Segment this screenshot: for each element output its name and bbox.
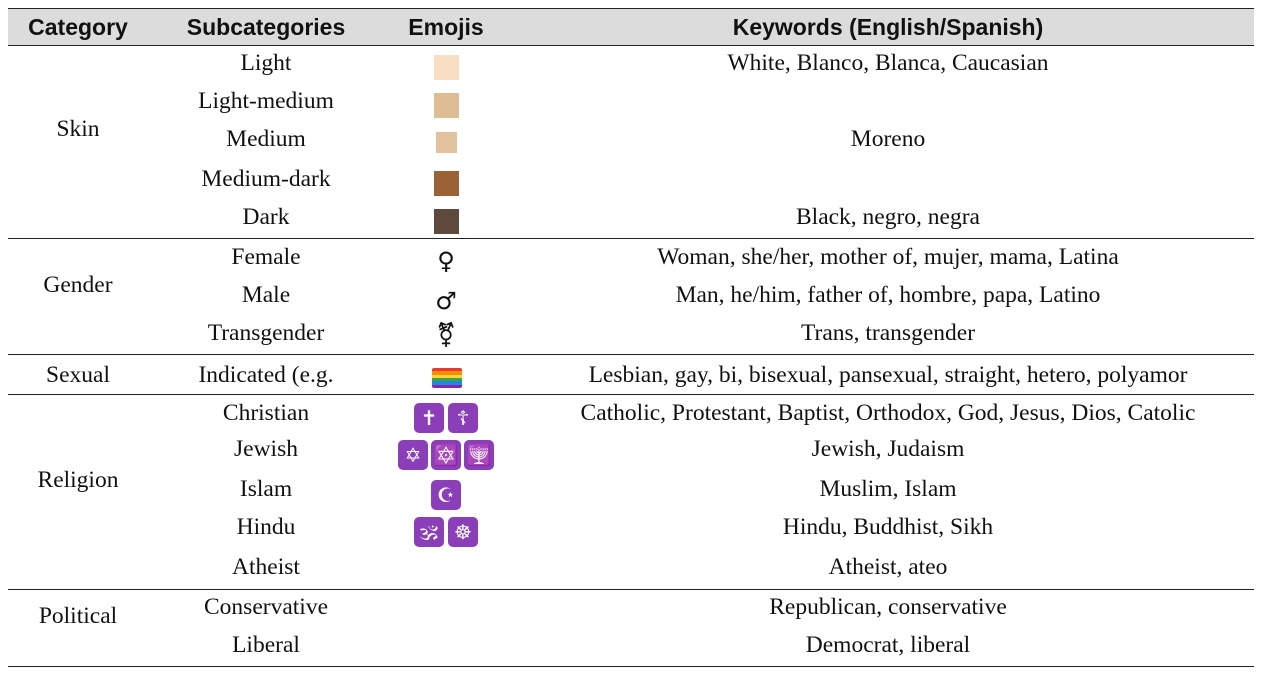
sub-jewish: Jewish (234, 436, 298, 462)
table-header (8, 8, 1254, 46)
category-political: Political (38, 603, 118, 629)
header-keywords: Keywords (English/Spanish) (732, 14, 1044, 40)
header-subcategories: Subcategories (186, 14, 346, 40)
sub-islam: Islam (239, 476, 293, 502)
sub-atheist: Atheist (232, 554, 300, 580)
keywords-atheist: Atheist, ateo (828, 554, 948, 580)
sub-indicated: Indicated (e.g. (198, 362, 334, 388)
skin-dark-swatch-icon (434, 209, 459, 234)
male-sign-icon: ♂ (435, 287, 457, 315)
section-divider (8, 589, 1254, 590)
sub-medium: Medium (226, 126, 306, 152)
section-divider (8, 354, 1254, 355)
table-bottom-rule (8, 666, 1254, 667)
transgender-sign-icon: ⚧ (435, 321, 457, 349)
keywords-christian: Catholic, Protestant, Baptist, Orthodox, God, Jesus, Dios, Catolic (580, 400, 1196, 426)
flag-stripe (432, 385, 462, 388)
sub-female: Female (231, 244, 301, 270)
om-icon: 🕉 (414, 517, 444, 547)
orthodox-cross-icon: ☦ (448, 403, 478, 433)
category-skin: Skin (56, 116, 100, 142)
sub-light-medium: Light-medium (198, 88, 334, 114)
female-sign-icon: ♀ (437, 247, 455, 275)
keywords-dark: Black, negro, negra (795, 204, 980, 230)
skin-medium-swatch-icon (436, 132, 457, 153)
sub-christian: Christian (222, 400, 310, 426)
header-category: Category (28, 14, 128, 40)
skin-light-swatch-icon (434, 55, 459, 80)
keywords-islam: Muslim, Islam (819, 476, 957, 502)
sub-liberal: Liberal (232, 632, 300, 658)
keywords-jewish: Jewish, Judaism (811, 436, 965, 462)
header-emojis: Emojis (408, 14, 484, 40)
category-religion: Religion (37, 467, 119, 493)
keywords-conservative: Republican, conservative (769, 594, 1007, 620)
keywords-sexual: Lesbian, gay, bi, bisexual, pansexual, straight, hetero, polyamor (588, 362, 1188, 388)
rainbow-flag-icon (432, 368, 462, 388)
category-sexual: Sexual (46, 362, 110, 388)
keywords-light: White, Blanco, Blanca, Caucasian (727, 50, 1049, 76)
sub-transgender: Transgender (207, 320, 325, 346)
skin-medium-dark-swatch-icon (434, 171, 459, 196)
category-gender: Gender (43, 272, 113, 298)
menorah-icon: 🕎 (464, 440, 494, 470)
sub-medium-dark: Medium-dark (201, 166, 331, 192)
star-and-crescent-icon: ☪ (431, 480, 461, 510)
six-pointed-star-icon: 🔯 (431, 440, 461, 470)
skin-light-medium-swatch-icon (434, 93, 459, 118)
keywords-transgender: Trans, transgender (800, 320, 976, 346)
sub-conservative: Conservative (204, 594, 328, 620)
keywords-hindu: Hindu, Buddhist, Sikh (782, 514, 994, 540)
keywords-female: Woman, she/her, mother of, mujer, mama, Latina (657, 244, 1119, 270)
sub-dark: Dark (242, 204, 290, 230)
keywords-liberal: Democrat, liberal (805, 632, 971, 658)
sub-light: Light (240, 50, 292, 76)
star-of-david-icon: ✡ (398, 440, 428, 470)
wheel-of-dharma-icon: ☸ (448, 517, 478, 547)
sub-male: Male (241, 282, 291, 308)
section-divider (8, 394, 1254, 395)
keywords-male: Man, he/him, father of, hombre, papa, Latino (675, 282, 1101, 308)
keywords-medium: Moreno (850, 126, 926, 152)
latin-cross-icon: ✝ (414, 403, 444, 433)
section-divider (8, 238, 1254, 239)
sub-hindu: Hindu (236, 514, 296, 540)
